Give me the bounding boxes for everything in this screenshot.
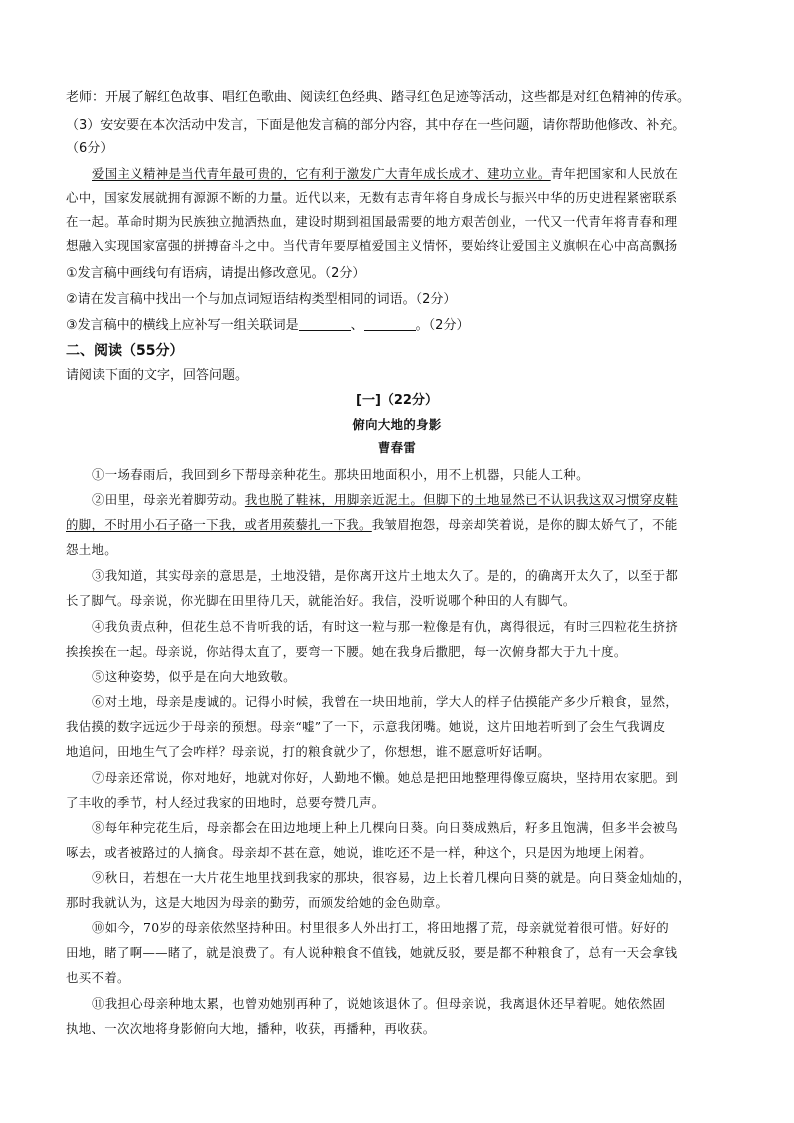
speech-line-3: 在一起。革命时期为民族独立抛洒热血，建设时期到祖国最需要的地方艰苦创业，一代又一代青年将青春和理 bbox=[66, 214, 678, 229]
sub-question-3-sep: 、 bbox=[350, 318, 364, 333]
sub-question-2: ②请在发言稿中找出一个与加点词短语结构类型相同的词语。（2分） bbox=[66, 292, 457, 307]
paragraph-4-line-2: 挨挨挨在一起。母亲说，你站得太直了，要弯一下腰。她在我身后撒肥，每一次俯身都大于九十度。 bbox=[66, 644, 627, 659]
speech-line-1 bbox=[92, 164, 746, 184]
teacher-line: 老师：开展了解红色故事、唱红色歌曲、阅读红色经典、踏寻红色足迹等活动，这些都是对红色精神的传承。 bbox=[66, 90, 691, 105]
section-instruction: 请阅读下面的文字，回答问题。 bbox=[66, 368, 249, 383]
paragraph-10-line-2: 田地，睹了啊——睹了，就是浪费了。有人说种粮食不值钱，她就反驳，要是都不种粮食了，总有一天会拿钱 bbox=[66, 945, 678, 960]
paragraph-1: ①一场春雨后，我回到乡下帮母亲种花生。那块田地面积小，用不上机器，只能人工种。 bbox=[92, 467, 589, 482]
paragraph-2-line-3: 怨土地。 bbox=[66, 542, 117, 557]
answer-blank-1[interactable] bbox=[299, 316, 351, 331]
paragraph-8-line-2: 啄去，或者被路过的人摘食。母亲却不甚在意，她说，谁吃还不是一样，种这个，只是因为地埂上闲着。 bbox=[66, 845, 653, 860]
speech-line-4: 想融入实现国家富强的拼搏奋斗之中。当代青年要厚植爱国主义情怀，要始终让爱国主义旗帜在心中高高飘扬 bbox=[66, 238, 678, 253]
sub-question-1: ①发言稿中画线句有语病，请提出修改意见。（2分） bbox=[66, 266, 366, 281]
paragraph-8-line-1: ⑧每年种完花生后，母亲都会在田边地埂上种上几棵向日葵。向日葵成熟后，籽多且饱满，但多半会被鸟 bbox=[92, 820, 679, 835]
article-author: 曹春雷 bbox=[377, 440, 417, 455]
paragraph-6-line-2: 我估摸的数字远远少于母亲的预想。母亲“嘘”了一下，示意我闭嘴。她说，这片田地若听到了会生气我调皮 bbox=[66, 719, 666, 734]
paragraph-10-line-1: ⑩如今，70岁的母亲依然坚持种田。村里很多人外出打工，将田地撂了荒，母亲就觉着很可惜。好好的 bbox=[92, 920, 670, 935]
paragraph-5: ⑤这种姿势，似乎是在向大地致敬。 bbox=[92, 669, 296, 684]
answer-blank-2[interactable] bbox=[364, 316, 416, 331]
speech-line-2: 心中，国家发展就拥有源源不断的力量。近代以来，无数有志青年将自身成长与振兴中华的历史进程紧密联系 bbox=[66, 190, 678, 205]
paragraph-10-line-3: 也买不着。 bbox=[66, 970, 130, 985]
paragraph-2-line-1 bbox=[92, 490, 746, 510]
part-heading: [一]（22分） bbox=[356, 393, 438, 408]
underlined-passage-1: 我也脱了鞋袜，用脚亲近泥土。但脚下的土地显然已不认识我这双习惯穿皮鞋 bbox=[244, 492, 679, 507]
paragraph-3-line-1: ③我知道，其实母亲的意思是，土地没错，是你离开这片土地太久了。是的，的确离开太久了，以至于都 bbox=[92, 568, 679, 583]
underlined-sentence: 爱国主义精神是当代青年最可贵的，它有利于激发广大青年成长成才、建功立业。 bbox=[92, 166, 551, 181]
underlined-passage-2: 的脚，不时用小石子硌一下我，或者用蒺藜扎一下我。 bbox=[66, 517, 372, 532]
paragraph-11-line-1: ⑪我担心母亲种地太累，也曾劝她别再种了，说她该退休了。但母亲说，我离退休还早着呢。她依然固 bbox=[92, 996, 666, 1011]
sub-question-3-prefix: ③发言稿中的横线上应补写一组关联词是 bbox=[66, 318, 299, 333]
sub-question-3 bbox=[66, 316, 746, 336]
paragraph-3-line-2: 长了脚气。母亲说，你光脚在田里待几天，就能治好。我信，没听说哪个种田的人有脚气。 bbox=[66, 593, 576, 608]
sub-question-3-suffix: 。（2分） bbox=[415, 318, 470, 333]
article-title: 俯向大地的身影 bbox=[352, 417, 442, 432]
section-title: 二、阅读（55分） bbox=[66, 343, 184, 359]
paragraph-7-line-2: 了丰收的季节，村人经过我家的田地时，总要夸赞几声。 bbox=[66, 795, 385, 810]
paragraph-4-line-1: ④我负责点种，但花生总不肯听我的话，有时这一粒与那一粒像是有仇，离得很远，有时三四粒花生挤挤 bbox=[92, 619, 679, 634]
paragraph-6-line-1: ⑥对土地，母亲是虔诚的。记得小时候，我曾在一块田地前，学大人的样子估摸能产多少斤粮食，显然， bbox=[92, 694, 679, 709]
paragraph-2-middle: 我皱眉抱怨，母亲却笑着说，是你的脚太娇气了，不能 bbox=[371, 517, 678, 532]
paragraph-2-start: ②田里，母亲光着脚劳动。 bbox=[92, 492, 245, 507]
paragraph-11-line-2: 执地、一次次地将身影俯向大地，播种，收获，再播种，再收获。 bbox=[66, 1021, 436, 1036]
speech-line-1-rest: 青年把国家和人民放在 bbox=[550, 166, 679, 181]
paragraph-2-line-2 bbox=[66, 515, 746, 535]
question-3-stem: （3）安安要在本次活动中发言，下面是他发言稿的部分内容，其中存在一些问题，请你帮助他修改、补充。 bbox=[66, 118, 686, 133]
question-3-score: （6分） bbox=[66, 141, 114, 156]
paragraph-6-line-3: 地追问，田地生气了会咋样？母亲说，打的粮食就少了，你想想，谁不愿意听好话啊。 bbox=[66, 744, 551, 759]
paragraph-9-line-2: 那时我就认为，这是大地因为母亲的勤劳，而颁发给她的金色勋章。 bbox=[66, 895, 449, 910]
paragraph-7-line-1: ⑦母亲还常说，你对地好，地就对你好，人勤地不懒。她总是把田地整理得像豆腐块，坚持用农家肥。到 bbox=[92, 770, 679, 785]
paragraph-9-line-1: ⑨秋日，若想在一大片花生地里找到我家的那块，很容易，边上长着几棵向日葵的就是。向日葵金灿灿的， bbox=[92, 870, 691, 885]
